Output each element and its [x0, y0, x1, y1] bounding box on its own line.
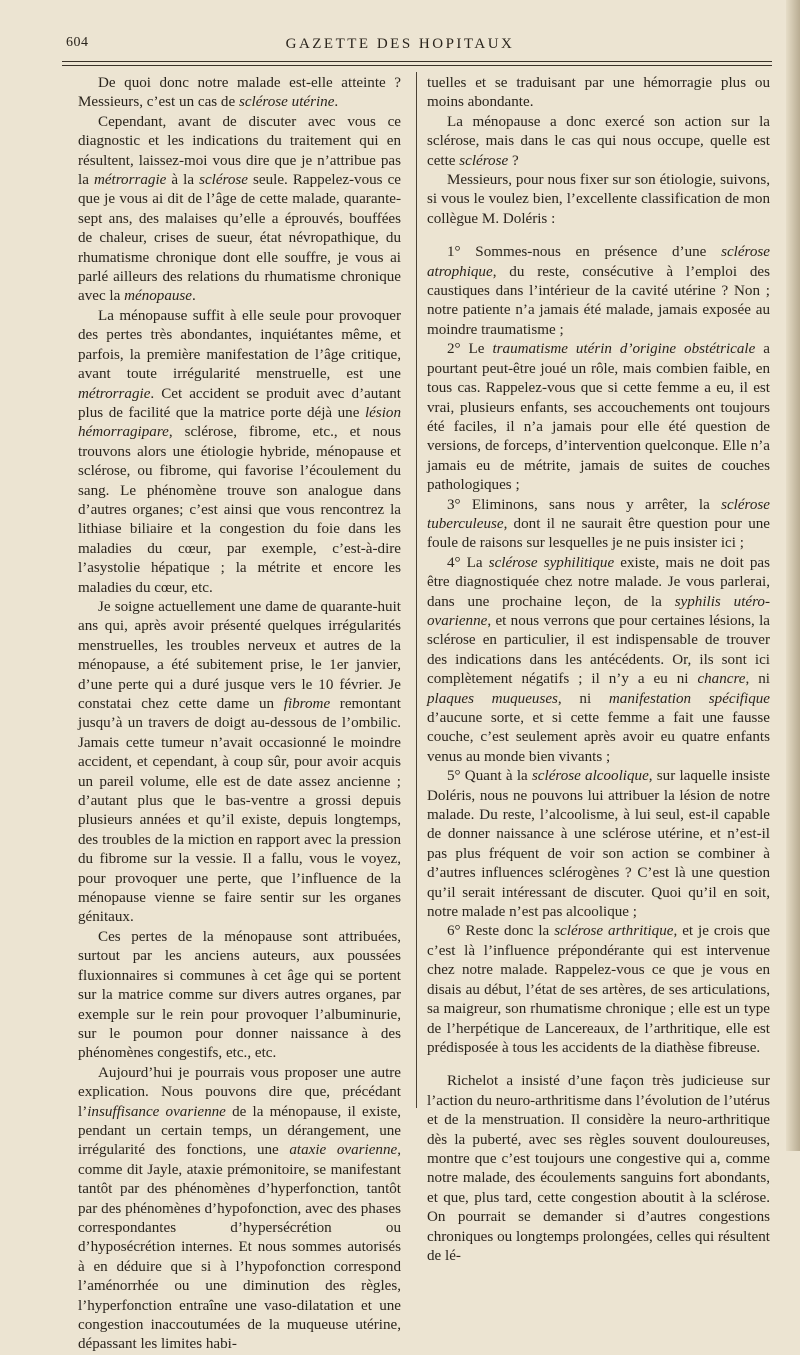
italic-term: traumatisme utérin d’origine obstétricale — [492, 341, 756, 358]
paragraph — [427, 243, 770, 340]
text-run: seule. Rappelez-vous ce que je vous ai dit de l’âge de cette malade, quarante-sept ans, des malaises qu’elle a éprouvés, bouffées de chaleur, crises de sueur, état névropathique, du rhumatisme chronique dont elle souffre, je vous ai parlé ailleurs des relations du rhumatisme chronique avec la — [78, 172, 401, 305]
text-run: a pourtant peut-être joué un rôle, mais combien faible, en tous cas. Rappelez-vous que si cette femme a eu, il est vrai, plusieurs enfants, ses accouchements ont toujours été faciles, il n’a jamais pour elle été question de versions, de forceps, d’intervention quelconque. Elle n’a jamais eu de métrite, jamais de suites de couches pathologiques ; — [427, 341, 770, 494]
paragraph — [427, 554, 770, 767]
paragraph — [78, 113, 401, 307]
right-column — [427, 74, 770, 1266]
paragraph — [78, 928, 401, 1064]
text-run: de la ménopause, il existe, pendant un certain temps, un dérangement, une irrégularité des fonctions, une — [78, 1103, 402, 1159]
italic-term: sclérose tuberculeuse — [427, 496, 770, 532]
text-run: , et nous verrons que pour certaines lésions, la sclérose en particulier, il est indispensable de trouver des indications dans les antécédents. Or, ils sont ici complètement négatifs ; il n’y a eu ni — [427, 612, 770, 688]
paragraph — [78, 307, 401, 598]
text-run: . Cet accident se produit avec d’autant plus de facilité que la matrice porte déjà une — [78, 385, 401, 421]
italic-term: syphilis utéro-ovarienne — [427, 593, 770, 629]
text-run: Aujourd’hui je pourrais vous proposer une autre explication. Nous pouvons dire que, précédant l’ — [78, 1064, 401, 1120]
left-column — [78, 74, 401, 1355]
text-run: , sclérose, fibrome, etc., et nous trouvons alors une étiologie hybride, ménopause et sclérose, ou fibrome, qui favorise l’écoulement du sang. Le phénomène trouve son analogue dans d’autres organes; c’est ainsi que vous rencontrez la lithiase biliaire et la congestion du foie dans les maladies du cœur, par exemple, c’est-à-dire l’asystolie hépatique ; la métrite et encore les maladies du cœur, etc. — [78, 424, 401, 596]
text-run: La ménopause suffit à elle seule pour provoquer des pertes très abondantes, inquiétantes même, et parfois, la première manifestation de l’âge critique, avant toute irrégularité menstruelle, est une — [78, 307, 401, 383]
text-run: 2° Le — [447, 341, 493, 358]
column-divider — [416, 72, 417, 1108]
italic-term: sclérose atrophique — [427, 244, 770, 280]
text-run: remontant jusqu’à un travers de doigt au-dessous de l’ombilic. Jamais cette tumeur n’avait occasionné le moindre accident, et cependant, à coup sûr, pour avoir acquis un pareil volume, elle est de date assez ancienne ; d’autant plus que le bas-ventre a grossi depuis plusieurs années et qu’il existe, depuis longtemps, des troubles de la miction en rapport avec la pression du fibrome sur la vessie. Il a fallu, vous le voyez, pour provoquer une perte, que l’influence de la ménopause vienne se faire sentir sur les organes génitaux. — [78, 696, 401, 926]
text-run: 3° Eliminons, sans nous y arrêter, la — [447, 496, 722, 513]
text-run: existe, mais ne doit pas être diagnostiquée chez notre malade. Je vous parlerai, dans une prochaine leçon, de la — [427, 554, 770, 610]
italic-term: sclérose utérine — [238, 94, 335, 111]
text-run: , ni — [745, 671, 770, 688]
paragraph — [427, 340, 770, 495]
italic-term: sclérose alcoolique — [531, 768, 649, 785]
italic-term: chancre — [697, 671, 746, 688]
paragraph — [427, 113, 770, 171]
italic-term: ataxie ovarienne — [289, 1142, 398, 1159]
italic-term: métrorragie — [93, 172, 167, 189]
text-run: ? — [508, 152, 519, 169]
italic-term: insuffisance ovarienne — [87, 1103, 226, 1120]
text-run: Richelot a insisté d’une façon très judicieuse sur l’action du neuro-arthritisme dans l’évolution de l’utérus et de la menstruation. Il considère la neuro-arthritique dès la puberté, avec ses règles souvent douloureuses, montre que c’est toujours une congestive qui a, comme notre malade, des écoulements sanguins fort abondants, et que, plus tard, cette congestion aboutit à la sclérose. On pourrait se demander si d’autres congestions chroniques ou longtemps prolongées, celles qui résultent de lé- — [427, 1073, 770, 1264]
header-rule-top — [62, 61, 772, 62]
italic-term: manifestation spécifique — [608, 690, 770, 707]
paragraph — [427, 74, 770, 113]
italic-term: plaques muqueuses — [427, 690, 558, 707]
header-rule-bottom — [62, 65, 772, 66]
text-run: 6° Reste donc la — [447, 923, 555, 940]
paragraph — [427, 171, 770, 229]
text-run: Ces pertes de la ménopause sont attribuées, surtout par les anciens auteurs, aux poussées fluxionnaires si communes à cet âge qui se portent sur la matrice comme sur divers autres organes, par exemple sur le rein pour provoquer l’albuminurie, sur le poumon pour donner naissance à des phénomènes congestifs, etc., etc. — [78, 928, 401, 1062]
text-run: , dont il ne saurait être question pour une foule de raisons sur lesquelles je ne puis insister ici ; — [427, 515, 770, 552]
journal-title: GAZETTE DES HOPITAUX — [285, 36, 515, 52]
text-run: , ni — [557, 690, 609, 707]
text-run: , comme dit Jayle, ataxie prémonitoire, se manifestant tantôt par des phénomènes d’hyperfonction, tantôt par des phénomènes d’hypofonction, avec des phases correspondantes d’hypersécrétion ou d’hyposécrétion internes. Et nous sommes autorisés à en déduire que si à l’hypofonction correspond l’aménorrhée ou une diminution des règles, l’hyperfonction entraîne une vaso-dilatation et une congestion inaccoutumées de la muqueuse utérine, dépassant les limites habi- — [78, 1142, 402, 1353]
italic-term: sclérose syphilitique — [488, 554, 615, 571]
text-run: Cependant, avant de discuter avec vous ce diagnostic et les indications du traitement qui en résultent, laissez-moi vous dire que je n’attribue pas la — [78, 113, 401, 189]
text-run: La ménopause a donc exercé son action sur la sclérose, mais dans le cas qui nous occupe, quelle est cette — [427, 113, 770, 169]
italic-term: sclérose — [199, 172, 248, 189]
paragraph — [78, 598, 401, 928]
text-run: , et je crois que c’est là l’influence prépondérante qui est intervenue chez notre malade. Rappelez-vous ce que je vous en disais au début, l’état de ses artères, de ses articulations, sa maigreur, son rhumatisme chronique ; elle est un type de l’herpétique de Lancereaux, de l’arthritique, elle est prédisposée à tous les accidents de la diathèse fibreuse. — [427, 923, 770, 1056]
text-run: 4° La — [447, 554, 489, 571]
text-run: , du reste, consécutive à l’emploi des caustiques dans l’intérieur de la cavité utérine ? Non ; notre patiente n’a jamais été malade, jamais exposée au moindre traumatisme ; — [427, 263, 770, 338]
italic-term: sclérose arthritique — [554, 923, 674, 940]
paragraph — [427, 1072, 770, 1266]
text-run: d’aucune sorte, et si cette femme a fait une fausse couche, c’est seulement après avoir eu quatre enfants venus au monde bien vivants ; — [427, 710, 770, 765]
paragraph — [78, 1064, 401, 1355]
italic-term: fibrome — [283, 696, 331, 712]
page-number: 604 — [66, 35, 89, 50]
paragraph — [427, 922, 770, 1058]
paragraph — [78, 74, 401, 113]
text-run: Je soigne actuellement une dame de quarante-huit ans qui, après avoir présenté quelques irrégularités menstruelles, les troubles nerveux et autres de la ménopause, a été subitement prise, le 1er janvier, d’une perte qui a duré jusque vers le 10 février. Je constatai chez cette dame un — [78, 598, 401, 712]
text-run: De quoi donc notre malade est-elle atteinte ? Messieurs, c’est un cas de — [78, 75, 401, 111]
italic-term: ménopause — [124, 288, 193, 305]
italic-term: sclérose — [459, 152, 509, 169]
text-run: . — [192, 288, 196, 305]
text-run: 5° Quant à la — [447, 768, 532, 785]
text-run: Messieurs, pour nous fixer sur son étiologie, suivons, si vous le voulez bien, l’excellente classification de mon collègue M. Doléris : — [427, 172, 770, 227]
page-header — [0, 0, 800, 66]
text-run: . — [334, 94, 339, 111]
page-edge-shadow — [786, 0, 800, 1151]
text-run: à la — [166, 172, 200, 189]
italic-term: lésion hémorragipare — [78, 404, 401, 441]
text-run: tuelles et se traduisant par une hémorragie plus ou moins abondante. — [427, 75, 770, 111]
paragraph — [427, 767, 770, 922]
italic-term: métrorragie — [78, 385, 151, 402]
paragraph — [427, 496, 770, 554]
text-run: , sur laquelle insiste Doléris, nous ne pouvons lui attribuer la lésion de notre malade. Du reste, l’alcoolisme, à lui seul, est-il capable de donner naissance à une sclérose utérine, et n’est-il pas plus fréquent de voir son action se combiner à d’autres influences sclérogènes ? C’est là une question qu’il serait intéressant de discuter. Quoi qu’il en soit, notre malade n’est pas alcoolique ; — [427, 768, 771, 921]
text-run: 1° Sommes-nous en présence d’une — [447, 244, 722, 261]
